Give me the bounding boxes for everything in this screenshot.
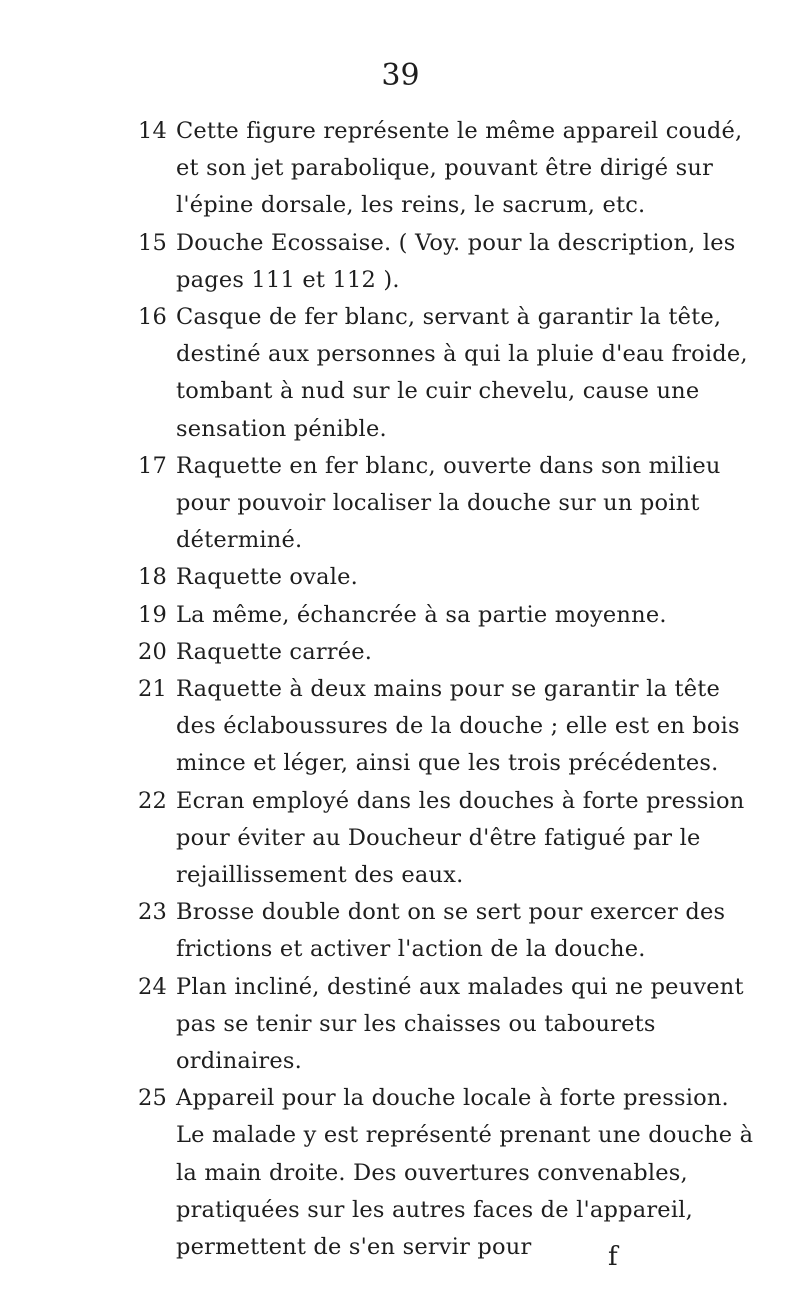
- entry-text: Douche Ecossaise. ( Voy. pour la description, les pages 111 et 112 ).: [176, 229, 736, 293]
- legend-entry: [138, 634, 758, 671]
- entry-text: La même, échancrée à sa partie moyenne.: [176, 601, 667, 628]
- entry-text: Raquette à deux mains pour se garantir la tête des éclaboussures de la douche ; elle est en bois mince et léger, ainsi que les trois précédentes.: [176, 676, 740, 777]
- entry-number: 18: [138, 564, 168, 591]
- entry-text: Plan incliné, destiné aux malades qui ne peuvent pas se tenir sur les chaisses ou tabourets ordinaires.: [176, 973, 744, 1075]
- legend-entry: [138, 1080, 758, 1266]
- entry-number: 20: [138, 638, 168, 665]
- entry-number: 23: [138, 899, 168, 926]
- signature-mark: f: [608, 1242, 618, 1272]
- entry-text: Appareil pour la douche locale à forte pression. Le malade y est représenté prenant une douche à la main droite. Des ouvertures convenables, pratiquées sur les autres faces de l'appareil, permettent de s'en servir pour: [176, 1085, 754, 1261]
- page-number: 39: [381, 58, 420, 93]
- legend-entry: [138, 448, 758, 560]
- legend-entry: [138, 299, 758, 448]
- legend-entry: [138, 671, 758, 783]
- entry-text: Brosse double dont on se sert pour exercer des frictions et activer l'action de la douche.: [176, 899, 726, 963]
- legend-entry: [138, 894, 758, 968]
- entry-text: Cette figure représente le même appareil coudé, et son jet parabolique, pouvant être dirigé sur l'épine dorsale, les reins, le sacrum, etc.: [176, 118, 743, 219]
- figure-legend-list: [138, 113, 758, 1266]
- legend-entry: [138, 559, 758, 596]
- entry-number: 19: [138, 601, 168, 628]
- entry-number: 25: [138, 1085, 168, 1112]
- legend-entry: [138, 113, 758, 225]
- entry-number: 17: [138, 452, 168, 479]
- legend-entry: [138, 597, 758, 634]
- entry-number: 22: [138, 787, 168, 814]
- entry-text: Casque de fer blanc, servant à garantir la tête, destiné aux personnes à qui la pluie d'eau froide, tombant à nud sur le cuir chevelu, cause une sensation pénible.: [176, 304, 748, 442]
- entry-number: 21: [138, 676, 168, 703]
- entry-text: Raquette ovale.: [176, 564, 358, 591]
- entry-number: 24: [138, 973, 168, 1000]
- entry-number: 15: [138, 229, 168, 256]
- legend-entry: [138, 225, 758, 299]
- entry-text: Ecran employé dans les douches à forte pression pour éviter au Doucheur d'être fatigué par le rejaillissement des eaux.: [176, 787, 745, 889]
- entry-number: 14: [138, 118, 168, 144]
- legend-entry: [138, 969, 758, 1081]
- entry-number: 16: [138, 304, 168, 331]
- entry-text: Raquette carrée.: [176, 638, 373, 665]
- entry-text: Raquette en fer blanc, ouverte dans son milieu pour pouvoir localiser la douche sur un point déterminé.: [176, 452, 721, 554]
- legend-entry: [138, 783, 758, 895]
